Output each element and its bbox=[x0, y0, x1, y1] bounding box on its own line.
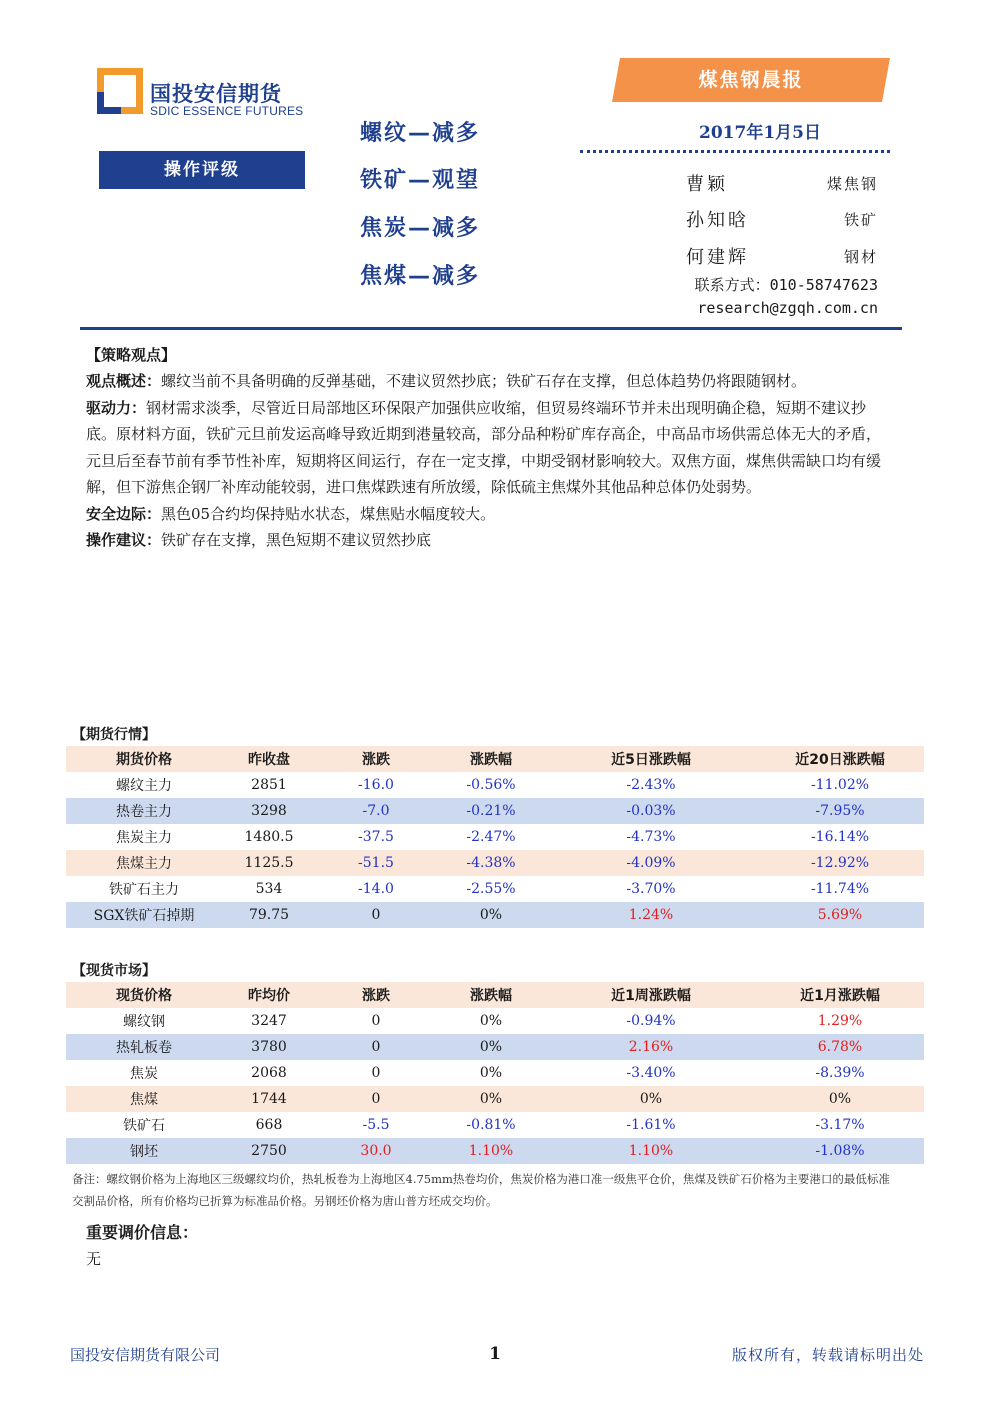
table-note: 备注：螺纹钢价格为上海地区三级螺纹均价，热轧板卷为上海地区4.75mm热卷均价，焦炭价格为港口准一级焦平仓价，焦煤及铁矿石价格为主要港口的最低标准交割品价格，所有价格均已折算为标准品价格。另钢坯价格为唐山普方坯成交均价。 bbox=[72, 1172, 890, 1208]
table-row bbox=[66, 824, 924, 850]
table-cell: -4.73% bbox=[626, 829, 676, 845]
page-number: 1 bbox=[489, 1344, 501, 1364]
strategy-item bbox=[86, 527, 891, 554]
table-cell: 5.69% bbox=[817, 907, 863, 923]
table-cell: 0% bbox=[479, 1091, 503, 1107]
table-cell: -7.0 bbox=[362, 803, 390, 819]
table-cell: 2851 bbox=[251, 777, 287, 793]
table-cell: 焦煤 bbox=[130, 1092, 158, 1108]
table-cell: 钢坯 bbox=[130, 1144, 158, 1160]
table-cell: 1.24% bbox=[628, 907, 674, 923]
rating-iron-ore: 铁矿—观望 bbox=[360, 168, 481, 193]
author-name: 曹颖 bbox=[686, 174, 728, 195]
table-cell: 螺纹钢 bbox=[123, 1014, 165, 1030]
rating-coke: 焦炭—减多 bbox=[360, 216, 481, 241]
futures-table bbox=[66, 746, 924, 928]
table-cell: -4.38% bbox=[466, 855, 516, 871]
strategy-item bbox=[86, 501, 891, 528]
author-name: 何建辉 bbox=[686, 247, 749, 268]
spot-table bbox=[66, 982, 924, 1164]
table-cell: 铁矿石 bbox=[123, 1118, 165, 1134]
strategy-item bbox=[86, 368, 891, 395]
company-logo-cn: 国投安信期货 bbox=[150, 82, 282, 106]
table-cell: 螺纹主力 bbox=[116, 778, 172, 794]
table-cell: 0 bbox=[371, 1091, 381, 1107]
table-cell: -12.92% bbox=[810, 855, 870, 871]
table-cell: 6.78% bbox=[817, 1039, 863, 1055]
date-divider bbox=[580, 150, 890, 153]
footer-company: 国投安信期货有限公司 bbox=[70, 1346, 221, 1364]
strategy-item-text: 铁矿存在支撑，黑色短期不建议贸然抄底 bbox=[161, 531, 432, 549]
column-header: 涨跌 bbox=[362, 988, 390, 1004]
table-cell: 3298 bbox=[251, 803, 287, 819]
strategy-item bbox=[86, 395, 891, 501]
table-row bbox=[66, 1060, 924, 1086]
table-row bbox=[66, 1034, 924, 1060]
table-cell: 焦炭主力 bbox=[116, 830, 172, 846]
table-cell: 1480.5 bbox=[244, 829, 294, 845]
table-cell: -51.5 bbox=[358, 855, 394, 871]
table-cell: 3780 bbox=[251, 1039, 287, 1055]
table-cell: -14.0 bbox=[358, 881, 394, 897]
table-cell: -0.56% bbox=[466, 777, 516, 793]
table-cell: -3.40% bbox=[626, 1065, 676, 1081]
table-cell: 0 bbox=[371, 1065, 381, 1081]
table-cell: 0 bbox=[371, 1039, 381, 1055]
column-header: 现货价格 bbox=[116, 988, 172, 1004]
rating-label: 操作评级 bbox=[99, 151, 305, 189]
table-cell: -11.74% bbox=[810, 881, 870, 897]
table-cell: -2.55% bbox=[466, 881, 516, 897]
table-cell: -37.5 bbox=[358, 829, 394, 845]
table-cell: 2068 bbox=[251, 1065, 287, 1081]
table-cell: 热卷主力 bbox=[116, 804, 172, 820]
table-row bbox=[66, 798, 924, 824]
price-adjustment-body: 无 bbox=[86, 1250, 102, 1268]
report-title: 煤焦钢晨报 bbox=[698, 69, 804, 91]
strategy-item-label: 安全边际： bbox=[86, 504, 162, 523]
strategy-body bbox=[86, 368, 891, 554]
table-cell: 534 bbox=[255, 881, 283, 897]
table-cell: SGX铁矿石掉期 bbox=[93, 908, 195, 924]
strategy-item-label: 观点概述： bbox=[86, 372, 162, 390]
table-row bbox=[66, 876, 924, 902]
report-date: 2017年1月5日 bbox=[699, 123, 821, 143]
table-cell: 668 bbox=[255, 1117, 283, 1133]
table-cell: 热轧板卷 bbox=[116, 1040, 172, 1056]
table-cell: -0.81% bbox=[466, 1117, 516, 1133]
table-cell: 焦炭 bbox=[130, 1066, 158, 1082]
contact-phone: 联系方式：010-58747623 bbox=[694, 276, 878, 294]
strategy-item-label: 驱动力： bbox=[86, 398, 147, 417]
table-cell: -2.47% bbox=[466, 829, 516, 845]
table-cell: -0.03% bbox=[626, 803, 676, 819]
table-cell: 铁矿石主力 bbox=[109, 882, 179, 898]
table-cell: 2.16% bbox=[628, 1039, 674, 1055]
column-header: 昨均价 bbox=[248, 988, 290, 1004]
strategy-item-text: 黑色05合约均保持贴水状态，煤焦贴水幅度较大。 bbox=[161, 504, 496, 523]
table-cell: -7.95% bbox=[815, 803, 865, 819]
table-cell: 0% bbox=[639, 1091, 663, 1107]
price-adjustment-title: 重要调价信息： bbox=[86, 1223, 199, 1242]
table-cell: -2.43% bbox=[626, 777, 676, 793]
table-cell: 1744 bbox=[251, 1091, 287, 1107]
table-cell: -0.94% bbox=[626, 1013, 676, 1029]
table-header-row bbox=[66, 982, 924, 1008]
table-cell: -1.61% bbox=[626, 1117, 676, 1133]
column-header: 近1周涨跌幅 bbox=[611, 988, 691, 1004]
table-cell: -8.39% bbox=[815, 1065, 865, 1081]
company-logo-mark bbox=[97, 68, 143, 114]
table-row bbox=[66, 850, 924, 876]
column-header: 期货价格 bbox=[116, 752, 172, 768]
table-cell: 2750 bbox=[251, 1143, 287, 1159]
table-cell: -4.09% bbox=[626, 855, 676, 871]
table-row bbox=[66, 1138, 924, 1164]
table-cell: 0% bbox=[479, 1039, 503, 1055]
table-cell: 1.29% bbox=[817, 1013, 863, 1029]
author-dept: 煤焦钢 bbox=[826, 175, 878, 193]
table-header-row bbox=[66, 746, 924, 772]
table-cell: 1125.5 bbox=[244, 855, 294, 871]
table-cell: 0% bbox=[479, 1013, 503, 1029]
strategy-item-label: 操作建议： bbox=[86, 531, 162, 549]
rating-coking-coal: 焦煤—减多 bbox=[360, 264, 481, 289]
column-header: 涨跌 bbox=[362, 752, 390, 768]
author-dept: 钢材 bbox=[843, 248, 878, 266]
column-header: 近5日涨跌幅 bbox=[611, 752, 691, 768]
table-cell: -11.02% bbox=[810, 777, 870, 793]
table-cell: -5.5 bbox=[362, 1117, 390, 1133]
strategy-item-text: 螺纹当前不具备明确的反弹基础，不建议贸然抄底；铁矿石存在支撑，但总体趋势仍将跟随钢材。 bbox=[161, 372, 807, 390]
table-cell: 0% bbox=[479, 907, 503, 923]
table-cell: 30.0 bbox=[360, 1143, 392, 1159]
author-name: 孙知晗 bbox=[686, 210, 749, 231]
table-row bbox=[66, 1112, 924, 1138]
table-cell: 1.10% bbox=[468, 1143, 514, 1159]
table-cell: 0% bbox=[828, 1091, 852, 1107]
table-cell: 1.10% bbox=[628, 1143, 674, 1159]
table-row bbox=[66, 902, 924, 928]
table-cell: -3.70% bbox=[626, 881, 676, 897]
futures-section-title: 【期货行情】 bbox=[72, 727, 156, 743]
table-cell: 3247 bbox=[251, 1013, 287, 1029]
column-header: 昨收盘 bbox=[248, 752, 290, 768]
table-row bbox=[66, 1086, 924, 1112]
column-header: 涨跌幅 bbox=[470, 752, 512, 768]
table-row bbox=[66, 1008, 924, 1034]
table-cell: 0% bbox=[479, 1065, 503, 1081]
table-cell: 79.75 bbox=[248, 907, 290, 923]
table-cell: -3.17% bbox=[815, 1117, 865, 1133]
author-dept: 铁矿 bbox=[843, 211, 878, 229]
table-cell: -16.0 bbox=[358, 777, 394, 793]
strategy-item-text: 钢材需求淡季，尽管近日局部地区环保限产加强供应收缩，但贸易终端环节并未出现明确企稳，短期不建议抄底。原材料方面，铁矿元旦前发运高峰导致近期到港量较高，部分品种粉矿库存高企，中高品市场供需总体无大的矛盾，元旦后至春节前有季节性补库，短期将区间运行，存在一定支撑，中期受钢材影响较大。双焦方面，煤焦供需缺口均有缓解，但下游焦企钢厂补库动能较弱，进口焦煤跌速有所放缓，除低硫主焦煤外其他品种总体仍处弱势。 bbox=[86, 398, 882, 496]
strategy-title: 【策略观点】 bbox=[86, 346, 177, 364]
table-cell: 0 bbox=[371, 1013, 381, 1029]
table-cell: 焦煤主力 bbox=[116, 856, 172, 872]
spot-section-title: 【现货市场】 bbox=[72, 963, 156, 979]
footer-copyright: 版权所有，转载请标明出处 bbox=[731, 1346, 924, 1364]
table-cell: -1.08% bbox=[815, 1143, 865, 1159]
contact-email[interactable]: research@zgqh.com.cn bbox=[697, 299, 878, 317]
table-cell: -16.14% bbox=[810, 829, 870, 845]
table-row bbox=[66, 772, 924, 798]
column-header: 涨跌幅 bbox=[470, 988, 512, 1004]
table-cell: 0 bbox=[371, 907, 381, 923]
header-rule bbox=[80, 327, 902, 330]
column-header: 近1月涨跌幅 bbox=[800, 988, 880, 1004]
rating-rebar: 螺纹—减多 bbox=[360, 121, 481, 146]
column-header: 近20日涨跌幅 bbox=[795, 752, 885, 768]
company-logo-en: SDIC ESSENCE FUTURES bbox=[150, 104, 304, 118]
table-cell: -0.21% bbox=[466, 803, 516, 819]
